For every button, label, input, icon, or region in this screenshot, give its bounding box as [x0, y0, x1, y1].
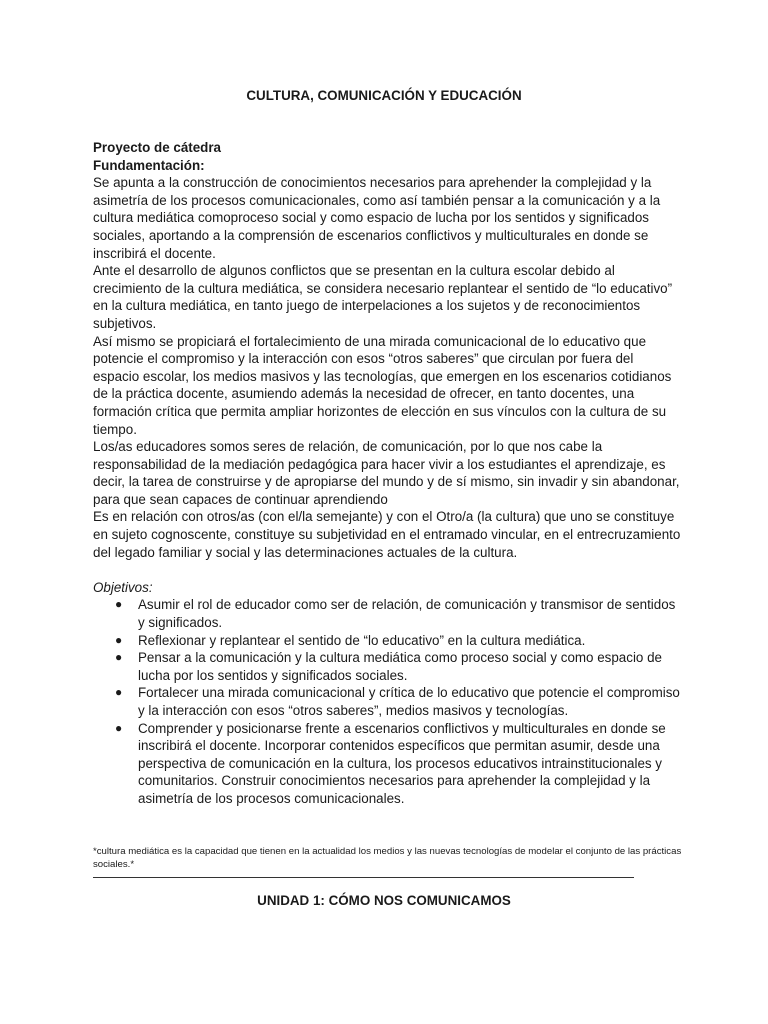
bullet-icon: ●: [115, 632, 123, 647]
spacer: [93, 561, 683, 579]
unit-heading: UNIDAD 1: CÓMO NOS COMUNICAMOS: [257, 893, 511, 908]
document-body: [93, 139, 683, 808]
separator-line: [93, 877, 634, 878]
objective-text: Fortalecer una mirada comunicacional y crítica de lo educativo que potencie el compromiso y la interacción con esos “otros saberes”, medios masivos y tecnologías.: [138, 685, 680, 718]
objective-item: [93, 720, 683, 808]
bullet-icon: ●: [115, 685, 123, 700]
objectives-list: [93, 596, 683, 807]
objective-text: Asumir el rol de educador como ser de relación, de comunicación y transmisor de sentidos y significados.: [138, 597, 676, 631]
bullet-icon: ●: [115, 650, 123, 665]
footnote: *cultura mediática es la capacidad que tienen en la actualidad los medios y las nuevas tecnologías de modelar el conjunto de las prácticas sociales.*: [93, 846, 682, 870]
bullet-icon: ●: [115, 597, 123, 612]
objective-item: [93, 632, 683, 650]
document-title: CULTURA, COMUNICACIÓN Y EDUCACIÓN: [246, 88, 522, 103]
fundamentacion-label: Fundamentación:: [93, 157, 205, 173]
paragraph: Se apunta a la construcción de conocimientos necesarios para aprehender la complejidad y la asimetría de los procesos comunicacionales, como así también pensar a la comunicación y a la cultura mediática comoproceso social y como espacio de lucha por los sentidos y significados sociales, aportando a la comprensión de escenarios conflictivos y multiculturales en donde se inscribirá el docente.: [93, 175, 661, 261]
paragraph: Los/as educadores somos seres de relación, de comunicación, por lo que nos cabe la responsabilidad de la mediación pedagógica para hacer vivir a los estudiantes el aprendizaje, es decir, la tarea de construirse y de apropiarse del mundo y de sí mismo, sin invadir y sin abandonar, para que sean capaces de continuar aprendiendo: [93, 439, 680, 507]
paragraph: Es en relación con otros/as (con el/la semejante) y con el Otro/a (la cultura) que uno se constituye en sujeto cognoscente, constituye su subjetividad en el entramado vincular, en el entrecruzamiento del legado familiar y social y las determinaciones actuales de la cultura.: [93, 509, 681, 560]
objectives-label: Objetivos:: [93, 579, 153, 595]
objective-item: [93, 596, 683, 631]
project-label: Proyecto de cátedra: [93, 140, 222, 155]
objective-text: Comprender y posicionarse frente a escenarios conflictivos y multiculturales en donde se inscribirá el docente. Incorporar contenidos específicos que permitan asumir, desde una perspectiva de comunicación en la cultura, los procesos educativos intrainstitucionales y comunitarios. Construir conocimientos necesarios para aprehender la complejidad y la asimetría de los procesos comunicacionales.: [138, 720, 666, 806]
paragraph: Así mismo se propiciará el fortalecimiento de una mirada comunicacional de lo educativo que potencie el compromiso y la interacción con esos “otros saberes” que circulan por fuera del espacio escolar, los medios masivos y las tecnologías, que emergen en los escenarios cotidianos de la práctica docente, asumiendo además la necesidad de ofrecer, en tanto docentes, una formación crítica que permita ampliar horizontes de elección en sus vínculos con la cultura de su tiempo.: [93, 333, 672, 437]
objective-item: [93, 649, 683, 684]
objective-item: [93, 684, 683, 719]
paragraph: Ante el desarrollo de algunos conflictos que se presentan en la cultura escolar debido al crecimiento de la cultura mediática, se considera necesario replantear el sentido de “lo educativo” en la cultura mediática, en tanto juego de interpelaciones a los sujetos y de reconocimientos subjetivos.: [93, 263, 673, 331]
objective-text: Reflexionar y replantear el sentido de “lo educativo” en la cultura mediática.: [138, 632, 586, 648]
bullet-icon: ●: [115, 720, 123, 735]
objective-text: Pensar a la comunicación y la cultura mediática como proceso social y como espacio de lucha por los sentidos y significados sociales.: [138, 650, 662, 683]
